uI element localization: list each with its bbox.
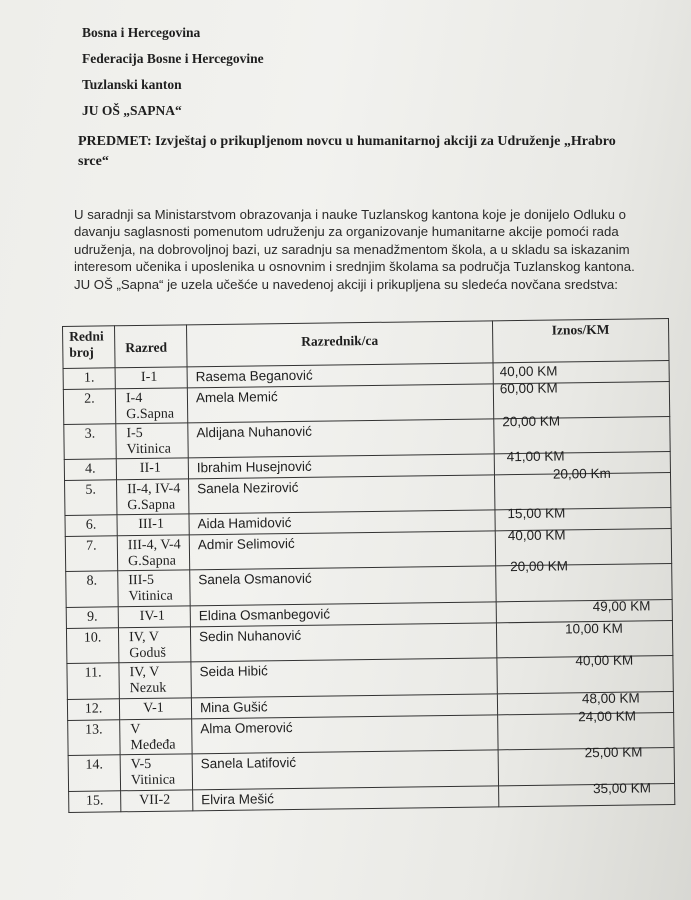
row-razrednik: Sedin Nuhanović bbox=[190, 623, 496, 662]
row-razrednik: Seida Hibić bbox=[191, 658, 497, 698]
row-number: 15. bbox=[69, 791, 121, 813]
donations-table bbox=[62, 318, 675, 813]
row-razred-class: III-4, V-4 bbox=[127, 537, 181, 554]
row-razrednik: Aida Hamidović bbox=[189, 510, 495, 535]
header-redni-label: Redni bbox=[69, 328, 104, 344]
row-razred bbox=[115, 367, 187, 389]
row-razrednik: Rasema Beganović bbox=[187, 363, 493, 388]
row-amount: 41,00 KM bbox=[506, 448, 565, 465]
row-razrednik: Aldijana Nuhanović bbox=[188, 419, 494, 458]
row-razrednik: Sanela Nezirović bbox=[189, 475, 495, 514]
row-amount-cell bbox=[494, 465, 670, 510]
row-razred-class: IV-1 bbox=[139, 608, 165, 625]
row-number: 1. bbox=[63, 368, 115, 390]
row-razred bbox=[115, 388, 187, 424]
letterhead-school: JU OŠ „SAPNA“ bbox=[82, 103, 182, 118]
row-amount: 20,00 KM bbox=[510, 558, 569, 575]
row-amount: 40,00 KM bbox=[499, 363, 558, 380]
row-amount: 40,00 KM bbox=[575, 652, 634, 669]
row-razred-location: Međeđa bbox=[130, 737, 176, 754]
row-razred-class: II-4, IV-4 bbox=[127, 481, 181, 498]
header-razred: Razred bbox=[115, 325, 188, 368]
row-number: 10. bbox=[66, 628, 118, 664]
row-amount: 20,00 KM bbox=[502, 413, 561, 430]
header-broj-label: broj bbox=[69, 344, 94, 360]
row-amount: 25,00 KM bbox=[584, 744, 643, 761]
row-razred-location: Vitinica bbox=[128, 588, 173, 605]
row-amount: 60,00 KM bbox=[499, 380, 558, 397]
row-razrednik: Amela Memić bbox=[187, 384, 493, 423]
row-razred bbox=[116, 423, 188, 459]
row-amount: 24,00 KM bbox=[578, 708, 637, 725]
intro-paragraph: U saradnji sa Ministarstvom obrazovanja i nauke Tuzlanskog kantona koje je donijelo Odluku o davanju saglasnosti pomenutom udruženju za organizovanje humanitarne akcije pomoći rada udruženja, na dobrovoljnoj bazi, uz saradnju sa menadžmentom škola, a u skladu sa iskazanim interesom učenika i uposlenika u osnovnim i srednjim školama sa područja Tuzlanskog kantona. JU OŠ „Sapna“ je uzela učešće u navedenoj akciji i prikupljena su sledeća novčana sredstva: bbox=[74, 207, 635, 292]
row-amount-cell bbox=[499, 780, 675, 807]
row-amount: 49,00 KM bbox=[592, 598, 651, 615]
row-razred-class: VII-2 bbox=[139, 792, 171, 809]
row-razred bbox=[118, 627, 190, 663]
row-amount: 20,00 Km bbox=[552, 465, 611, 482]
row-amount: 10,00 KM bbox=[564, 620, 623, 637]
row-razred bbox=[120, 754, 192, 791]
row-number: 3. bbox=[64, 424, 116, 460]
row-number: 11. bbox=[67, 663, 119, 700]
row-razrednik: Eldina Osmanbegović bbox=[190, 602, 496, 627]
row-razred-class: III-5 bbox=[128, 572, 155, 589]
row-razred-location: G.Sapna bbox=[126, 406, 175, 423]
row-razred-location: Nezuk bbox=[129, 680, 167, 697]
row-razred-class: IV, V bbox=[128, 629, 160, 646]
header-iznos: Iznos/KM bbox=[492, 319, 669, 363]
row-razred bbox=[119, 662, 191, 699]
row-razred bbox=[116, 458, 188, 480]
row-razred bbox=[117, 535, 189, 571]
row-razred-location: Vitinica bbox=[130, 772, 176, 789]
row-razrednik: Admir Selimović bbox=[189, 531, 495, 570]
row-number: 5. bbox=[65, 480, 117, 516]
row-number: 9. bbox=[66, 607, 118, 629]
row-number: 7. bbox=[65, 536, 117, 572]
row-razred-class: III-1 bbox=[138, 516, 165, 533]
row-razred bbox=[117, 479, 189, 515]
header-redni-broj bbox=[63, 326, 116, 369]
row-amount: 35,00 KM bbox=[593, 780, 651, 797]
row-razred bbox=[117, 514, 189, 536]
row-number: 14. bbox=[68, 755, 120, 792]
row-razrednik: Elvira Mešić bbox=[193, 786, 499, 811]
letterhead-country: Bosna i Hercegovina bbox=[82, 25, 201, 40]
row-amount-cell bbox=[496, 558, 672, 602]
row-razrednik: Alma Omerović bbox=[192, 715, 498, 754]
row-razred-class: I-1 bbox=[140, 369, 158, 385]
letterhead-federation: Federacija Bosne i Hercegovine bbox=[82, 51, 264, 66]
row-number: 6. bbox=[65, 515, 117, 537]
row-razred bbox=[121, 790, 193, 812]
row-razred bbox=[120, 719, 192, 755]
row-razrednik: Sanela Osmanović bbox=[190, 566, 496, 606]
row-amount-cell bbox=[496, 600, 672, 623]
row-amount: 15,00 KM bbox=[507, 505, 566, 522]
row-razred-class: V bbox=[130, 722, 141, 738]
donations-table-wrapper bbox=[62, 318, 675, 836]
row-razred-location: Goduš bbox=[129, 645, 166, 662]
row-razred-class: V-5 bbox=[130, 756, 152, 773]
row-number: 2. bbox=[63, 389, 115, 425]
row-razrednik: Mina Gušić bbox=[191, 694, 497, 719]
row-number: 12. bbox=[67, 699, 119, 721]
row-razrednik: Ibrahim Husejnović bbox=[188, 454, 494, 479]
row-razred-class: IV, V bbox=[129, 664, 160, 681]
letterhead bbox=[82, 20, 264, 124]
row-razred bbox=[119, 698, 191, 720]
row-razred bbox=[118, 570, 190, 607]
row-number: 4. bbox=[64, 459, 116, 481]
subject-line: PREDMET: Izvještaj o prikupljenom novcu u humanitarnoj akciji za Udruženje „Hrabro srce“ bbox=[78, 134, 616, 169]
row-amount: 40,00 KM bbox=[507, 527, 566, 544]
row-razrednik: Sanela Latifović bbox=[192, 750, 498, 790]
row-number: 8. bbox=[66, 571, 118, 608]
row-razred-location: G.Sapna bbox=[127, 497, 176, 514]
row-razred-class: I-4 bbox=[125, 390, 143, 407]
header-razrednik: Razrednik/ca bbox=[186, 321, 493, 367]
row-razred-class: II-1 bbox=[139, 460, 161, 476]
row-amount-cell bbox=[497, 652, 673, 694]
row-razred-location: Vitinica bbox=[126, 441, 171, 458]
letterhead-canton: Tuzlanski kanton bbox=[82, 77, 182, 92]
row-razred-class: I-5 bbox=[126, 425, 143, 442]
row-razred-class: V-1 bbox=[143, 700, 164, 716]
row-razred-location: G.Sapna bbox=[127, 553, 177, 570]
row-amount: 48,00 KM bbox=[581, 690, 640, 707]
row-number: 13. bbox=[68, 720, 120, 756]
row-razred bbox=[118, 606, 190, 628]
